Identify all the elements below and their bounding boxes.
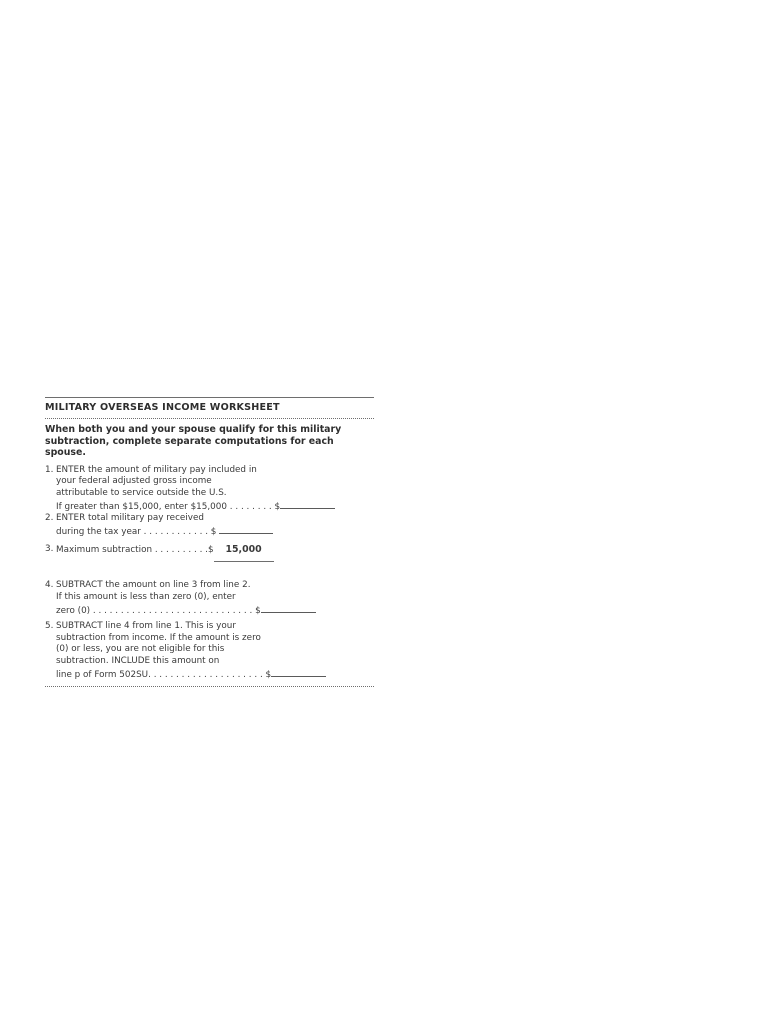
worksheet-line-5: [45, 621, 374, 681]
line-text: during the tax year . . . . . . . . . . . . $: [56, 526, 217, 537]
line-text: SUBTRACT line 4 from line 1. This is your: [56, 621, 236, 632]
line-number: 5.: [45, 621, 54, 632]
line-5-amount-field[interactable]: [271, 668, 326, 677]
line-4-amount-field[interactable]: [261, 604, 316, 613]
line-number: 2.: [45, 513, 54, 524]
line-text-row: [56, 525, 374, 539]
line-number: 1.: [45, 464, 54, 475]
line-number: 3.: [45, 544, 54, 555]
title-divider: [45, 418, 374, 419]
line-2-amount-field[interactable]: [219, 525, 273, 534]
intro-line: subtraction, complete separate computations for each: [45, 435, 334, 447]
line-text: ENTER the amount of military pay included in: [56, 464, 257, 475]
top-rule: [45, 397, 374, 398]
line-text: attributable to service outside the U.S.: [56, 487, 227, 498]
line-text: (0) or less, you are not eligible for this: [56, 644, 225, 655]
line-text: Maximum subtraction . . . . . . . . . .$: [56, 545, 214, 556]
line-text: line p of Form 502SU. . . . . . . . . . . . . . . . . . . . . $: [56, 669, 272, 680]
line-text-row: [56, 668, 374, 682]
line-text-row: [56, 544, 374, 562]
worksheet-intro: [45, 424, 374, 459]
military-overseas-income-worksheet: [45, 397, 374, 687]
worksheet-line-2: [45, 513, 374, 538]
line-text-row: [56, 500, 374, 514]
line-text: If greater than $15,000, enter $15,000 . . . . . . . . $: [56, 501, 281, 512]
worksheet-line-3: [45, 544, 374, 563]
maximum-subtraction-amount: 15,000: [214, 544, 274, 562]
line-1-amount-field[interactable]: [280, 500, 335, 509]
line-text: ENTER total military pay received: [56, 513, 204, 524]
line-text: subtraction. INCLUDE this amount on: [56, 655, 220, 666]
worksheet-title: MILITARY OVERSEAS INCOME WORKSHEET: [45, 402, 280, 413]
intro-line: When both you and your spouse qualify for this military: [45, 424, 342, 435]
worksheet-items: [45, 465, 374, 681]
line-text: If this amount is less than zero (0), enter: [56, 591, 236, 602]
line-text: your federal adjusted gross income: [56, 476, 212, 487]
intro-line: spouse.: [45, 447, 86, 459]
line-text: zero (0) . . . . . . . . . . . . . . . . . . . . . . . . . . . . . $: [56, 605, 261, 616]
worksheet-line-4: [45, 580, 374, 617]
line-text: subtraction from income. If the amount is zero: [56, 632, 261, 643]
bottom-rule: [45, 686, 374, 687]
line-text: SUBTRACT the amount on line 3 from line 2.: [56, 580, 251, 591]
worksheet-line-1: [45, 465, 374, 513]
line-number: 4.: [45, 580, 54, 591]
line-text-row: [56, 604, 374, 618]
